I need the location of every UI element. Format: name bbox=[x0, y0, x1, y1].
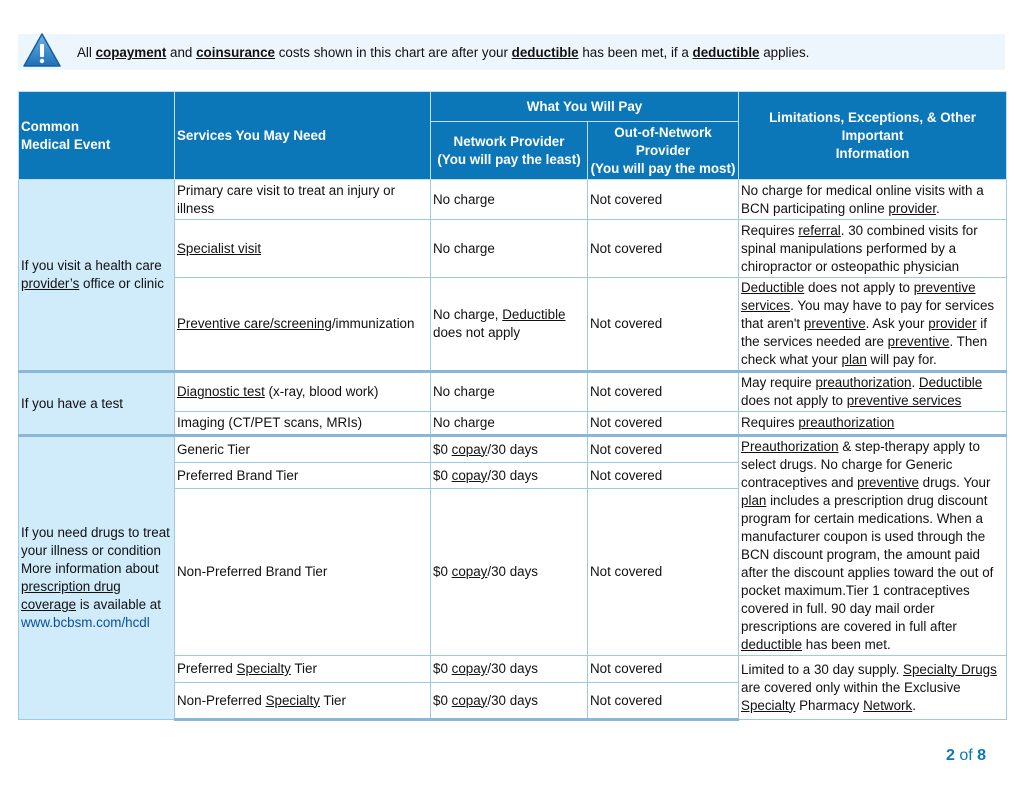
limitations-cell: Requires referral. 30 combined visits for spinal manipulations performed by a chiropractor or osteopathic physician bbox=[739, 220, 1007, 278]
limitations-cell: Limited to a 30 day supply. Specialty Drugs are covered only within the Exclusive Specialty Pharmacy Network. bbox=[739, 656, 1007, 720]
oon-cell: Not covered bbox=[588, 683, 739, 720]
oon-cell: Not covered bbox=[588, 656, 739, 683]
service-cell: Preferred Specialty Tier bbox=[175, 656, 431, 683]
page-number: 2 of 8 bbox=[946, 747, 987, 764]
oon-cell: Not covered bbox=[588, 278, 739, 372]
header-services: Services You May Need bbox=[175, 92, 431, 180]
network-cell: $0 copay/30 days bbox=[431, 489, 588, 656]
oon-cell: Not covered bbox=[588, 180, 739, 220]
header-limitations: Limitations, Exceptions, & Other Important Information bbox=[739, 92, 1007, 180]
service-cell: Generic Tier bbox=[175, 436, 431, 463]
network-cell: No charge bbox=[431, 180, 588, 220]
limitations-cell: Preauthorization & step-therapy apply to select drugs. No charge for Generic contraceptives and preventive drugs. Your plan includes a prescription drug discount program for certain medications. When a manufacturer coupon is used through the BCN discount program, the amount paid after the discount applies toward the out of pocket maximum.Tier 1 contraceptives covered in full. 90 day mail order prescriptions are covered in full after deductible has been met. bbox=[739, 436, 1007, 656]
service-cell: Non-Preferred Brand Tier bbox=[175, 489, 431, 656]
header-what-you-pay: What You Will Pay bbox=[431, 92, 739, 122]
limitations-cell: No charge for medical online visits with a BCN participating online provider. bbox=[739, 180, 1007, 220]
network-cell: No charge bbox=[431, 372, 588, 412]
warning-icon bbox=[22, 32, 62, 70]
service-cell: Preferred Brand Tier bbox=[175, 463, 431, 489]
network-cell: $0 copay/30 days bbox=[431, 656, 588, 683]
hcdl-link[interactable]: www.bcbsm.com/hcdl bbox=[21, 615, 150, 630]
header-common-event: Common Medical Event bbox=[19, 92, 175, 180]
notice-text: All copayment and coinsurance costs shown in this chart are after your deductible has been met, if a deductible applies. bbox=[77, 45, 810, 60]
event-test: If you have a test bbox=[19, 372, 175, 436]
oon-cell: Not covered bbox=[588, 412, 739, 436]
service-cell: Specialist visit bbox=[175, 220, 431, 278]
network-cell: No charge bbox=[431, 220, 588, 278]
limitations-cell: Requires preauthorization bbox=[739, 412, 1007, 436]
header-out-of-network: Out-of-Network Provider (You will pay the most) bbox=[588, 122, 739, 180]
oon-cell: Not covered bbox=[588, 463, 739, 489]
network-cell: No charge, Deductible does not apply bbox=[431, 278, 588, 372]
network-cell: $0 copay/30 days bbox=[431, 463, 588, 489]
table-row bbox=[19, 180, 1007, 220]
service-cell: Imaging (CT/PET scans, MRIs) bbox=[175, 412, 431, 436]
network-cell: No charge bbox=[431, 412, 588, 436]
oon-cell: Not covered bbox=[588, 220, 739, 278]
limitations-cell: Deductible does not apply to preventive services. You may have to pay for services that aren't preventive. Ask your provider if the services needed are preventive. Then check what your plan will pay for. bbox=[739, 278, 1007, 372]
table-row bbox=[19, 436, 1007, 463]
service-cell: Preventive care/screening/immunization bbox=[175, 278, 431, 372]
deductible-notice bbox=[18, 34, 1005, 70]
oon-cell: Not covered bbox=[588, 489, 739, 656]
service-cell: Diagnostic test (x-ray, blood work) bbox=[175, 372, 431, 412]
limitations-cell: May require preauthorization. Deductible does not apply to preventive services bbox=[739, 372, 1007, 412]
header-network-provider: Network Provider (You will pay the least) bbox=[431, 122, 588, 180]
table-row bbox=[19, 372, 1007, 412]
oon-cell: Not covered bbox=[588, 436, 739, 463]
oon-cell: Not covered bbox=[588, 372, 739, 412]
service-cell: Non-Preferred Specialty Tier bbox=[175, 683, 431, 720]
network-cell: $0 copay/30 days bbox=[431, 436, 588, 463]
event-drugs: If you need drugs to treat your illness or condition More information about prescription drug coverage is available at www.bcbsm.com/hcdl bbox=[19, 436, 175, 720]
event-office-visit: If you visit a health care provider’s office or clinic bbox=[19, 180, 175, 372]
service-cell: Primary care visit to treat an injury or illness bbox=[175, 180, 431, 220]
network-cell: $0 copay/30 days bbox=[431, 683, 588, 720]
benefits-table bbox=[18, 91, 1007, 721]
